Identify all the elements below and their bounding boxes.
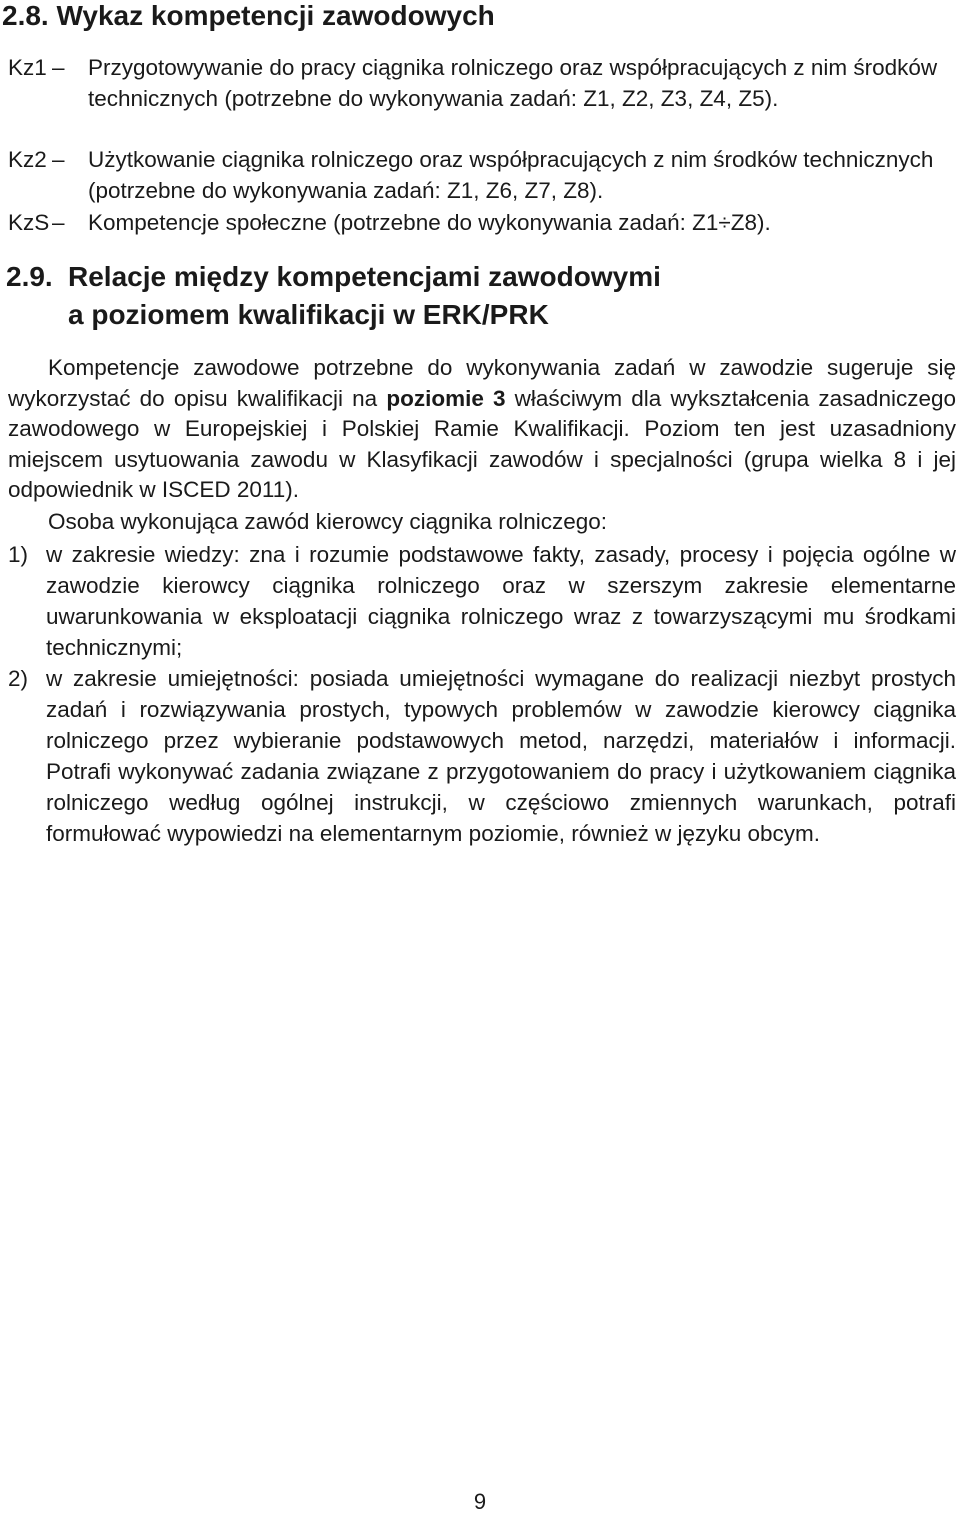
competency-code: KzS bbox=[8, 210, 50, 235]
section-heading-2-8: 2.8. Wykaz kompetencji zawodowych bbox=[2, 0, 495, 31]
list-text: w zakresie wiedzy: zna i rozumie podstawowe fakty, zasady, procesy i pojęcia ogólne w zawodzie kierowcy ciągnika rolniczego oraz w szerszym zakresie elementarne uwarunkowania w eksploatacji ciągnika rolniczego wraz z towarzyszącymi mu środkami technicznymi; bbox=[46, 542, 956, 660]
competency-item-kzs bbox=[8, 208, 956, 239]
competency-code: Kz2 bbox=[8, 147, 47, 172]
section-heading-2-9 bbox=[6, 258, 661, 334]
competency-dash: – bbox=[52, 210, 65, 235]
competency-item-kz1 bbox=[8, 53, 956, 114]
intro-paragraph bbox=[8, 353, 956, 506]
list-text: w zakresie umiejętności: posiada umiejętności wymagane do realizacji niezbyt prostych zadań i rozwiązywania prostych, typowych problemów w zawodzie kierowcy ciągnika rolniczego przez wybieranie podstawowych metod, narzędzi, materiałów i informacji. Potrafi wykonywać zadania związane z przygotowaniem do pracy i użytkowaniem ciągnika rolniczego według ogólnej instrukcji, w częściowo zmiennych warunkach, potrafi formułować wypowiedzi na elementarnym poziomie, również w języku obcym. bbox=[46, 666, 956, 846]
section-title-line-1: Relacje między kompetencjami zawodowymi bbox=[68, 261, 661, 292]
lead-paragraph: Osoba wykonująca zawód kierowcy ciągnika rolniczego: bbox=[48, 509, 608, 534]
competency-dash: – bbox=[52, 147, 65, 172]
list-number: 2) bbox=[8, 666, 29, 691]
competency-text: Kompetencje społeczne (potrzebne do wykonywania zadań: Z1÷Z8). bbox=[88, 210, 771, 235]
list-item-skills bbox=[8, 663, 956, 849]
intro-text-start: Kompetencje zawodowe potrzebne do wykonywania zadań w zawodzie sugeruje się wykorzystać do opisu kwalifikacji na bbox=[8, 355, 956, 411]
competency-dash: – bbox=[52, 55, 65, 80]
competency-text: Użytkowanie ciągnika rolniczego oraz współpracujących z nim środków technicznych (potrzebne do wykonywania zadań: Z1, Z6, Z7, Z8). bbox=[88, 147, 934, 203]
intro-text-end: właściwym dla wykształcenia zasadniczego zawodowego w Europejskiej i Polskiej Ramie Kwalifikacji. Poziom ten jest uzasadniony miejscem usytuowania zawodu w Klasyfikacji zawodów i specjalności (grupa wielka 8 i jej odpowiednik w ISCED 2011). bbox=[8, 385, 956, 502]
page-number: 9 bbox=[473, 1489, 487, 1514]
intro-level-bold: poziomie 3 bbox=[386, 385, 506, 411]
competency-text: Przygotowywanie do pracy ciągnika rolniczego oraz współpracujących z nim środków technicznych (potrzebne do wykonywania zadań: Z1, Z2, Z3, Z4, Z5). bbox=[88, 55, 938, 111]
list-item-knowledge bbox=[8, 539, 956, 663]
competency-item-kz2 bbox=[8, 145, 956, 206]
section-title-line-2: a poziomem kwalifikacji w ERK/PRK bbox=[68, 299, 549, 330]
section-number: 2.9. bbox=[6, 261, 53, 292]
competency-code: Kz1 bbox=[8, 55, 47, 80]
list-number: 1) bbox=[8, 542, 29, 567]
